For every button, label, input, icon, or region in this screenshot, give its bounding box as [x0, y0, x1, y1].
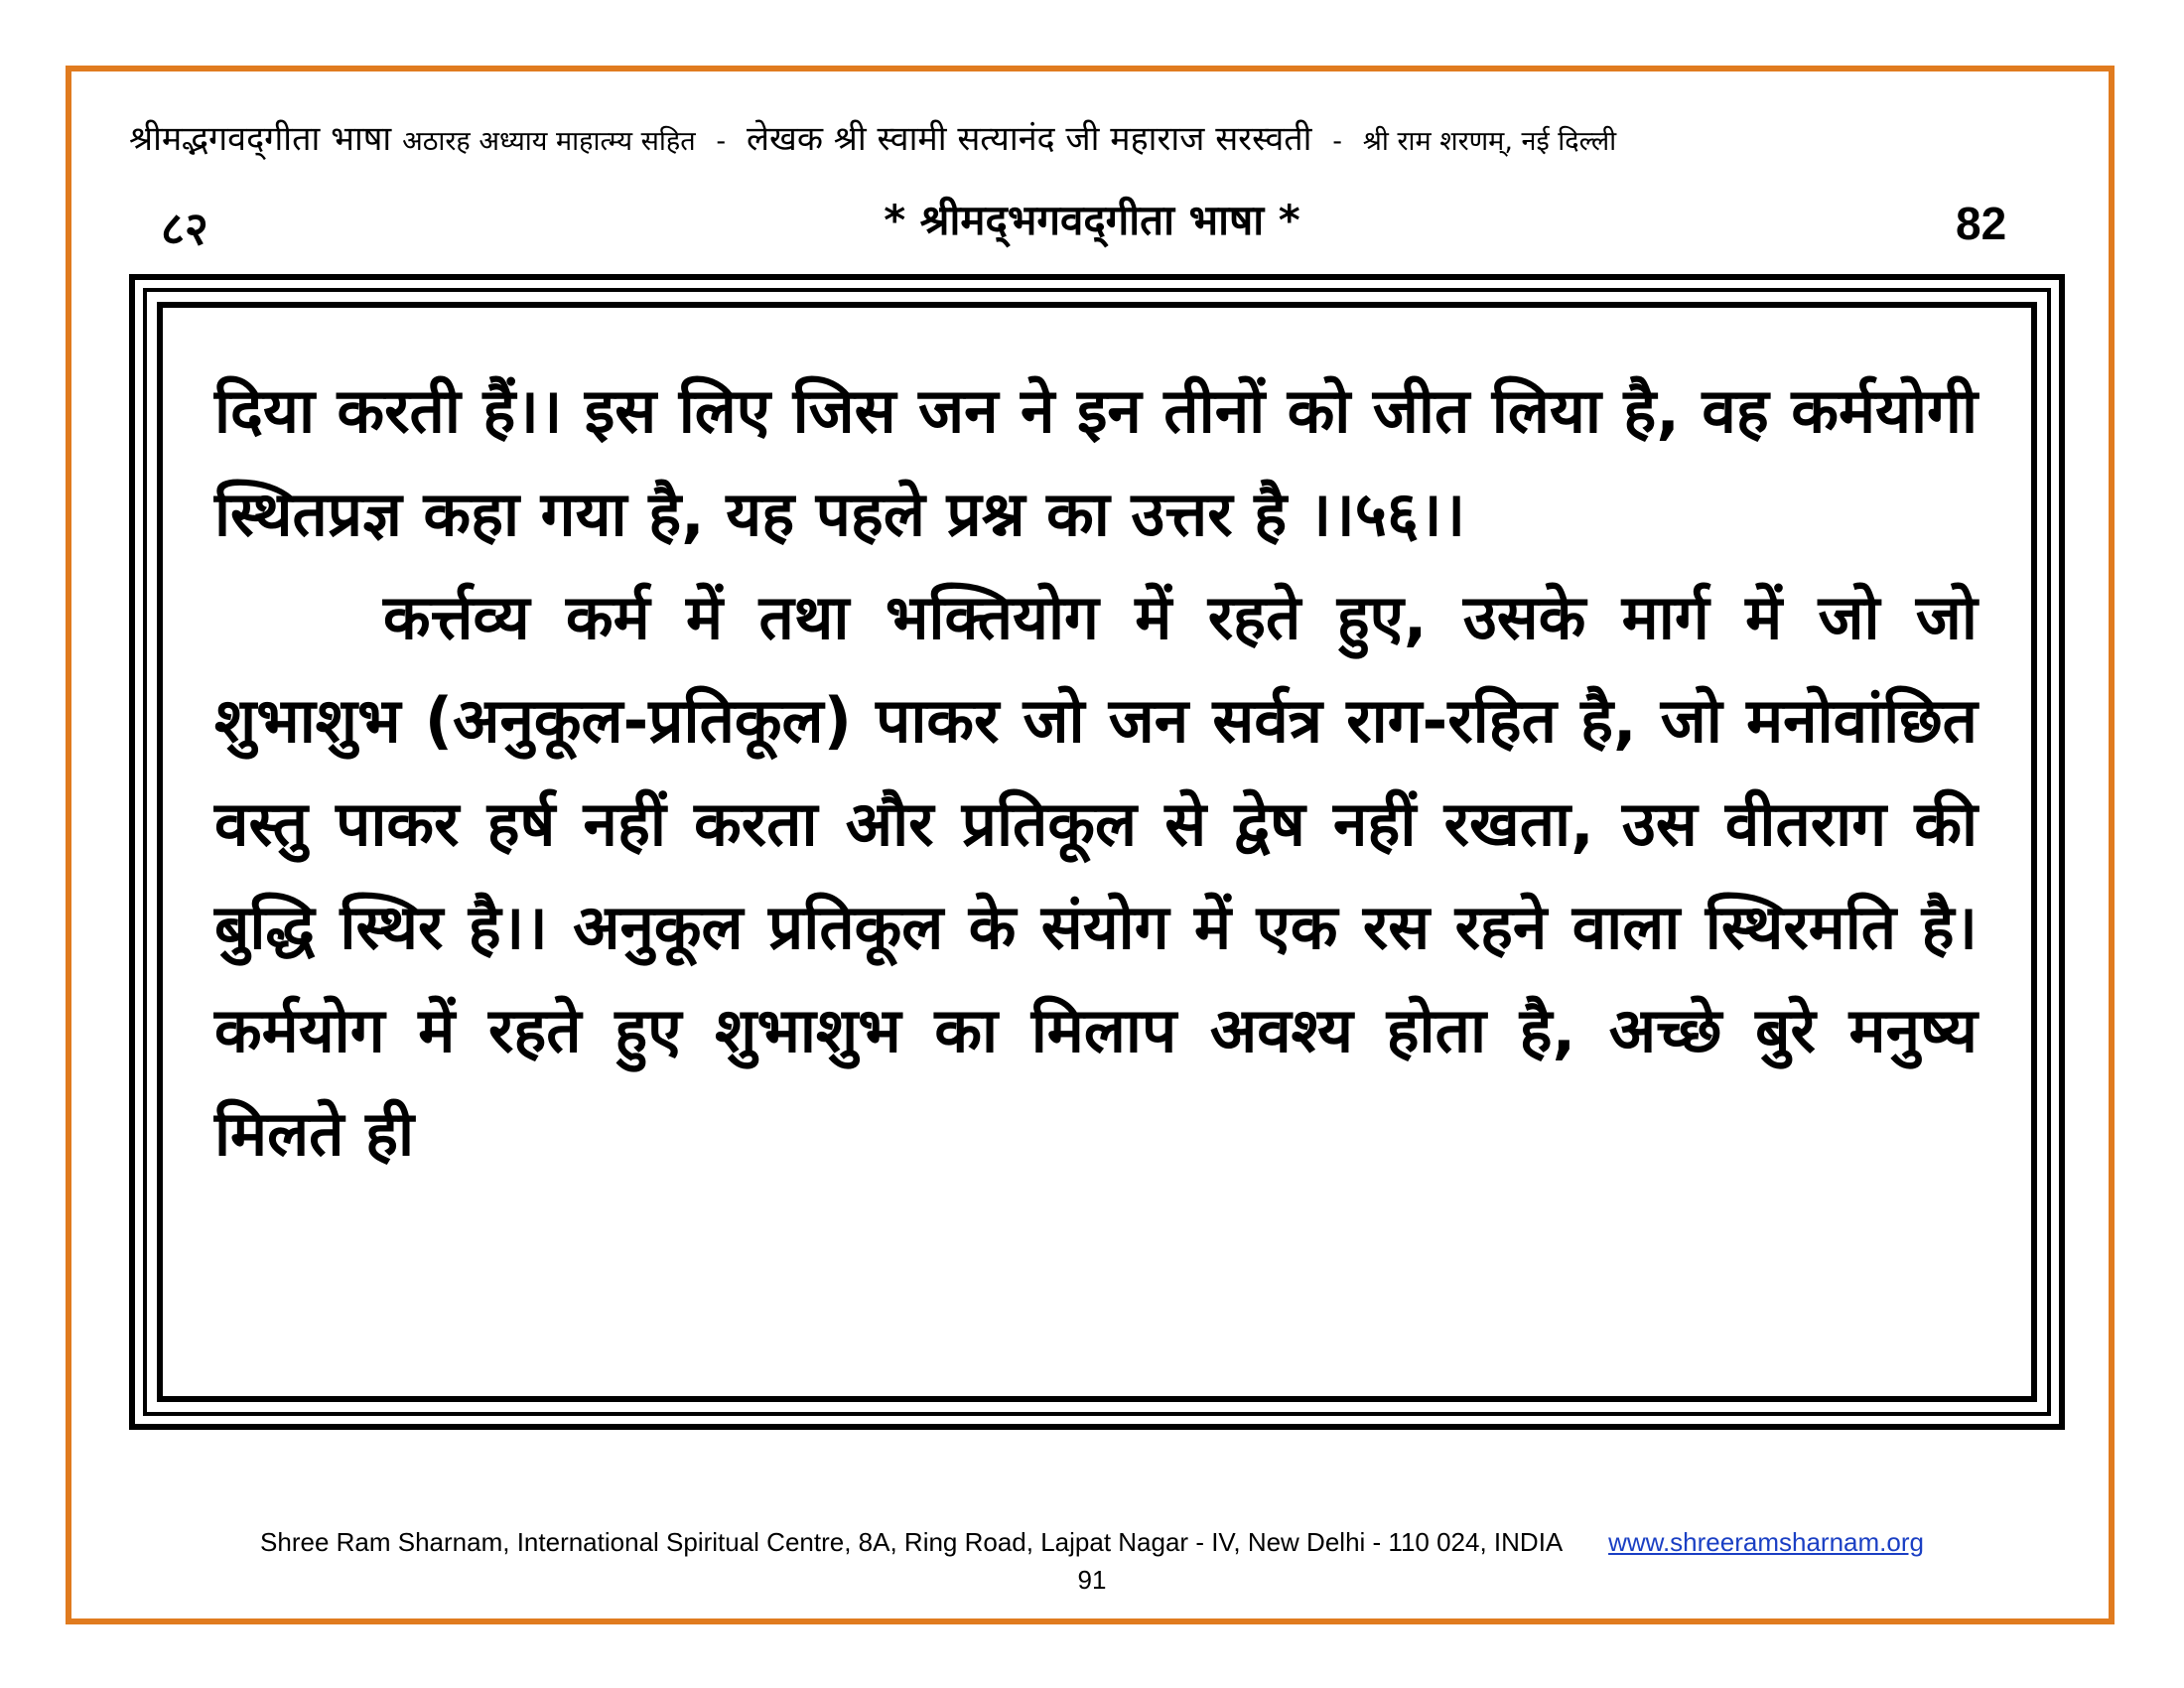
running-title: * श्रीमद्‌भगवद्‌गीता भाषा *: [884, 196, 1300, 244]
page-number-arabic: 82: [1956, 198, 2007, 249]
book-subtitle: अठारह अध्याय माहात्म्य सहित: [402, 126, 696, 157]
website-link[interactable]: www.shreeramsharnam.org: [1608, 1527, 1924, 1557]
page-number-devanagari: ८२: [161, 202, 208, 255]
body-paragraph: कर्त्तव्य कर्म में तथा भक्तियोग में रहते हुए, उसके मार्ग में जो जो शुभाशुभ (अनुकूल-प्रतिकूल) पाकर जो जन सर्वत्र राग-रहित है, जो मनोवांछित वस्तु पाकर हर्ष नहीं करता और प्रतिकूल से द्वेष नहीं रखता, उस वीतराग की बुद्धि स्थिर है।। अनुकूल प्रतिकूल के संयोग में एक रस रहने वाला स्थिरमति है। कर्मयोग में रहते हुए शुभाशुभ का मिलाप अवश्य होता है, अच्छे बुरे मनुष्य मिलते ही: [214, 581, 1978, 1170]
footer-address: Shree Ram Sharnam, International Spiritual Centre, 8A, Ring Road, Lajpat Nagar - IV, New Delhi - 110 024, INDIA: [260, 1527, 1562, 1557]
footer-address-line: [0, 1527, 2184, 1558]
book-title: श्रीमद्भगवद्‌गीता भाषा: [129, 119, 392, 159]
header-separator: -: [1332, 126, 1342, 157]
header-separator: -: [716, 126, 727, 157]
footer-page-number: 91: [1077, 1565, 1107, 1595]
publisher-credit: श्री राम शरणम्, नई दिल्ली: [1362, 126, 1617, 157]
document-header: [129, 117, 2075, 164]
body-paragraph: दिया करती हैं।। इस लिए जिस जन ने इन तीनों को जीत लिया है, वह कर्मयोगी स्थितप्रज्ञ कहा गया है, यह पहले प्रश्न का उत्तर है ।।५६।।: [214, 374, 1978, 550]
body-text: [214, 359, 1978, 1186]
author-credit: लेखक श्री स्वामी सत्यानंद जी महाराज सरस्वती: [746, 119, 1312, 159]
